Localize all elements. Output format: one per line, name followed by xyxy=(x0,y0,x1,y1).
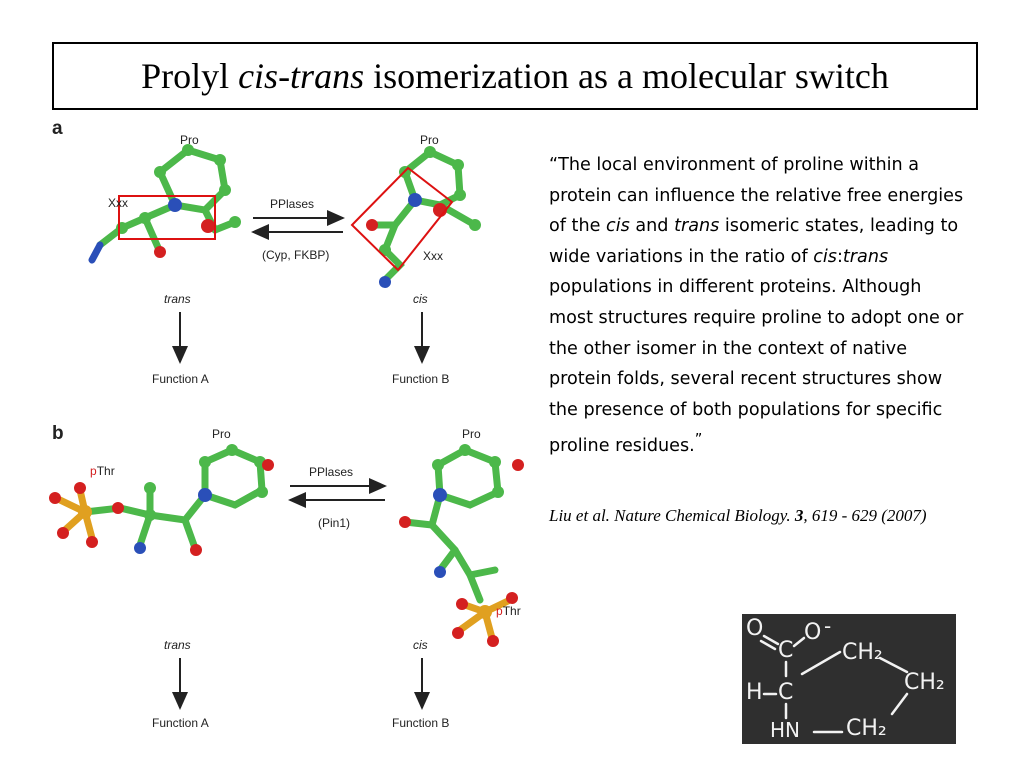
proline-chalk-structure xyxy=(742,614,956,744)
label-function-b-left: Function A xyxy=(152,716,209,730)
panel-letter-b: b xyxy=(52,423,64,444)
chalk-hn: HN xyxy=(770,718,800,742)
label-xxx-a-right: Xxx xyxy=(423,249,444,263)
label-xxx-a-left: Xxx xyxy=(108,196,129,210)
label-state-b-right: cis xyxy=(413,638,428,652)
panel-letter-a: a xyxy=(52,118,63,139)
chalk-o1: O xyxy=(746,616,764,641)
label-state-b-left: trans xyxy=(164,638,191,652)
chalk-ch2-bottom: CH₂ xyxy=(846,716,887,741)
label-pro-b-right: Pro xyxy=(462,427,481,441)
molecule-b-cis xyxy=(405,450,498,600)
slide-title: Prolyl cis-trans isomerization as a molecular switch xyxy=(52,42,978,110)
chalk-c2: C xyxy=(778,680,794,705)
label-pthr-b-right: pThr xyxy=(496,604,521,618)
quote-paragraph: “The local environment of proline within a protein can influence the relative free energies of the cis and trans isomeric states, leading to wide variations in the ratio of cis:trans populations in different proteins. Although most structures require proline to adopt one or the other isomer in the context of native protein folds, several recent structures show the presence of both populations for specific proline residues.” xyxy=(549,155,964,457)
label-pro-a-left: Pro xyxy=(180,133,199,147)
label-pro-b-left: Pro xyxy=(212,427,231,441)
citation: Liu et al. Nature Chemical Biology. 3, 619 - 629 (2007) xyxy=(549,506,927,525)
chalk-o2: O xyxy=(804,620,822,645)
label-state-a-left: trans xyxy=(164,292,191,306)
chalk-ch2-top: CH₂ xyxy=(842,640,883,665)
label-function-a-left: Function A xyxy=(152,372,209,386)
label-function-b-right: Function B xyxy=(392,716,450,730)
chalk-c1: C xyxy=(778,638,794,663)
label-enzyme-b-bottom: (Pin1) xyxy=(318,516,351,530)
label-pthr-b-left: pThr xyxy=(90,464,115,478)
label-enzyme-b-top: PPlases xyxy=(309,465,354,479)
label-enzyme-a-top: PPlases xyxy=(270,197,315,211)
chalk-ch2-right: CH₂ xyxy=(904,670,945,695)
chalk-minus: - xyxy=(824,614,832,638)
label-pro-a-right: Pro xyxy=(420,133,439,147)
label-enzyme-a-bottom: (Cyp, FKBP) xyxy=(262,248,330,262)
label-state-a-right: cis xyxy=(413,292,428,306)
chalk-h: H xyxy=(746,680,763,705)
label-function-a-right: Function B xyxy=(392,372,450,386)
highlight-box-trans xyxy=(119,196,215,239)
